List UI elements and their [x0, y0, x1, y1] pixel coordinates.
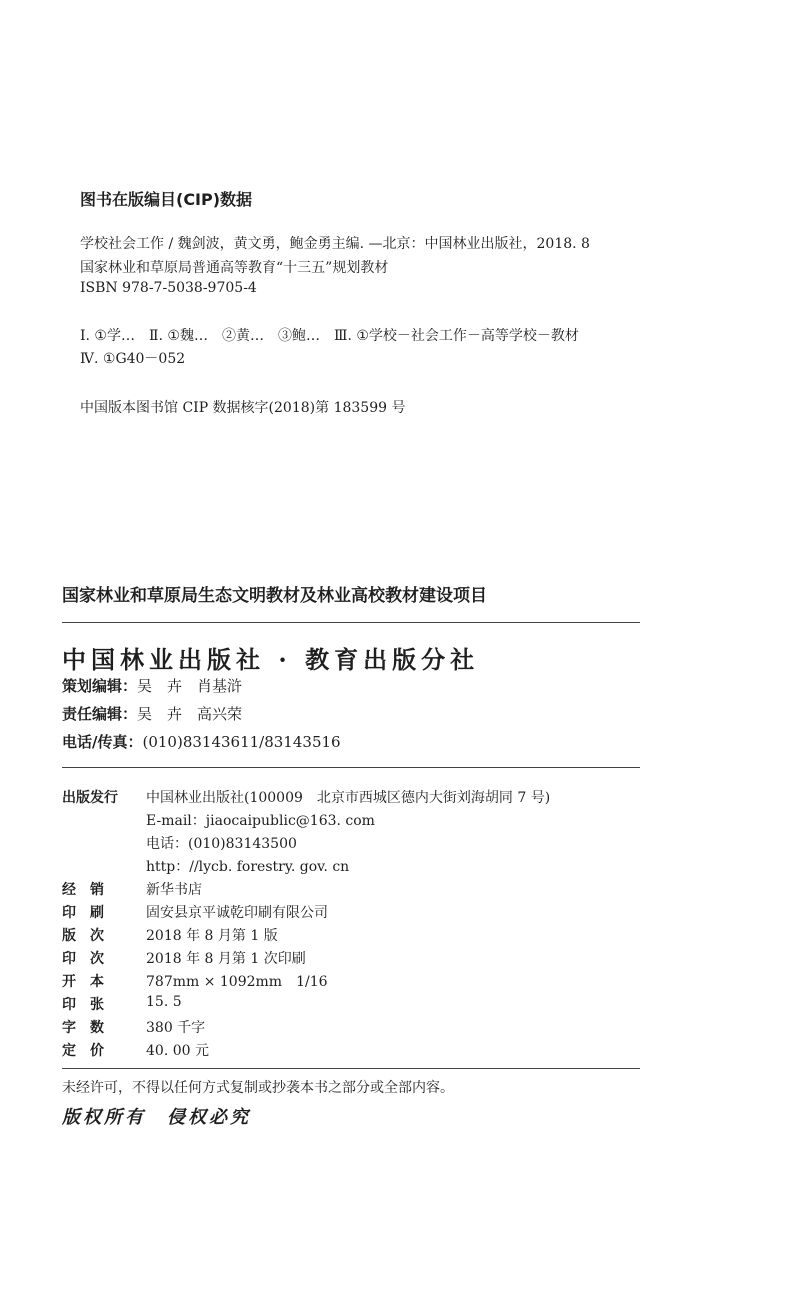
cip-series-line: 国家林业和草原局普通高等教育“十三五”规划教材 — [80, 260, 389, 276]
editor-label: 责任编辑： — [62, 705, 138, 723]
publication-value: 380 千字 — [146, 1020, 206, 1036]
editor-line — [62, 731, 341, 752]
phone-value: 电话：(010)83143500 — [146, 836, 297, 852]
publication-label: 字 数 — [62, 1020, 104, 1036]
publication-value: 787mm × 1092mm 1/16 — [146, 974, 328, 990]
publication-label: 定 价 — [62, 1043, 104, 1059]
cip-title-line: 学校社会工作 / 魏剑波，黄文勇，鲍金勇主编. —北京：中国林业出版社，2018. 8 — [80, 236, 590, 252]
editor-value: 吴 卉 高兴荣 — [137, 705, 243, 723]
publication-label: 开 本 — [62, 974, 104, 990]
project-title: 国家林业和草原局生态文明教材及林业高校教材建设项目 — [62, 586, 487, 606]
publication-value: 新华书店 — [146, 882, 202, 898]
email-value: E-mail：jiaocaipublic@163. com — [146, 813, 375, 829]
publication-value: 15. 5 — [146, 994, 182, 1010]
editor-label: 电话/传真： — [62, 733, 143, 751]
editor-value: 吴 卉 肖基浒 — [137, 677, 243, 695]
publication-label: 印 刷 — [62, 905, 104, 921]
editor-line — [62, 703, 242, 724]
divider — [62, 1068, 640, 1069]
publication-value: 固安县京平诚乾印刷有限公司 — [146, 905, 328, 921]
cip-isbn-line: ISBN 978-7-5038-9705-4 — [80, 280, 257, 296]
editor-label: 策划编辑： — [62, 677, 138, 695]
publication-value: 2018 年 8 月第 1 版 — [146, 928, 278, 944]
publication-label: 出版发行 — [62, 790, 118, 806]
cip-number: 中国版本图书馆 CIP 数据核字(2018)第 183599 号 — [80, 400, 406, 416]
cip-classification-line: Ⅳ. ①G40－052 — [80, 351, 186, 367]
divider — [62, 622, 640, 623]
publication-label: 印 次 — [62, 951, 104, 967]
publication-label: 印 张 — [62, 997, 104, 1013]
cip-heading: 图书在版编目(CIP)数据 — [80, 190, 253, 209]
cip-classification-line: Ⅰ. ①学… Ⅱ. ①魏… ②黄… ③鲍… Ⅲ. ①学校－社会工作－高等学校－教材 — [80, 328, 579, 344]
press-name: 中国林业出版社 · 教育出版分社 — [62, 645, 480, 674]
publication-value: 2018 年 8 月第 1 次印刷 — [146, 951, 306, 967]
website-value: http：//lycb. forestry. gov. cn — [146, 859, 350, 875]
publication-value: 中国林业出版社(100009 北京市西城区德内大街刘海胡同 7 号) — [146, 790, 551, 806]
divider — [62, 767, 640, 768]
editor-value: (010)83143611/83143516 — [142, 733, 341, 751]
copyright-notice: 未经许可，不得以任何方式复制或抄袭本书之部分或全部内容。 — [62, 1080, 454, 1096]
publication-label: 版 次 — [62, 928, 104, 944]
publication-value: 40. 00 元 — [146, 1043, 209, 1059]
rights-reserved: 版权所有 侵权必究 — [62, 1107, 251, 1128]
editor-line — [62, 675, 242, 696]
publication-label: 经 销 — [62, 882, 104, 898]
